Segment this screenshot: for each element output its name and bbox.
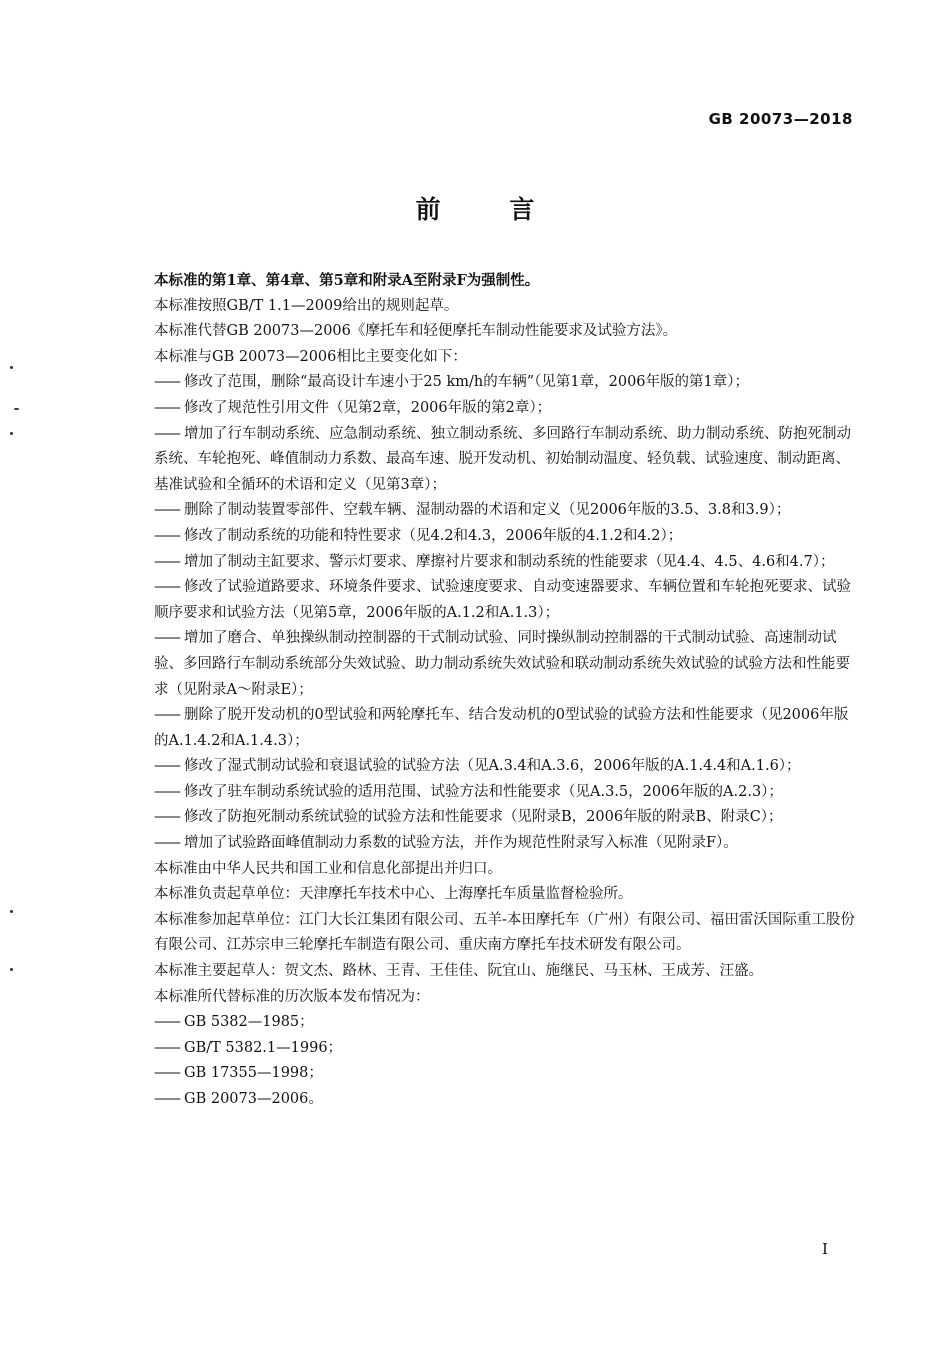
list-item: —— 增加了行车制动系统、应急制动系统、独立制动系统、多回路行车制动系统、助力制动系统、防抱死制动系统、车轮抱死、峰值制动力系数、最高车速、脱开发动机、初始制动温度、轻负载、试验速度、制动距离、基准试验和全循环的术语和定义（见第3章）； <box>124 422 855 499</box>
list-item: —— 增加了磨合、单独操纵制动控制器的干式制动试验、同时操纵制动控制器的干式制动试验、高速制动试验、多回路行车制动系统部分失效试验、助力制动系统失效试验和联动制动系统失效试验的试验方法和性能要求（见附录A～附录E）； <box>124 626 855 703</box>
dash: —— <box>154 425 179 442</box>
list-item: —— 修改了湿式制动试验和衰退试验的试验方法（见A.3.4和A.3.6，2006年版的A.1.4.4和A.1.6）； <box>124 754 855 780</box>
list-item: —— 修改了试验道路要求、环境条件要求、试验速度要求、自动变速器要求、车辆位置和车轮抱死要求、试验顺序要求和试验方法（见第5章，2006年版的A.1.2和A.1.3）； <box>124 575 855 626</box>
foreword-body <box>124 268 855 1113</box>
replacement-note: 本标准代替GB 20073—2006《摩托车和轻便摩托车制动性能要求及试验方法》。 <box>154 323 678 340</box>
lead-drafting-units: 本标准负责起草单位：天津摩托车技术中心、上海摩托车质量监督检验所。 <box>154 886 633 903</box>
changes-intro: 本标准与GB 20073—2006相比主要变化如下： <box>154 348 467 365</box>
scan-speck <box>10 910 13 913</box>
scan-speck <box>10 432 13 435</box>
list-item: —— 修改了规范性引用文件（见第2章，2006年版的第2章）； <box>124 396 855 422</box>
dash: —— <box>154 809 179 826</box>
dash: —— <box>154 1039 179 1056</box>
changes-list <box>124 370 855 856</box>
list-item: —— 修改了制动系统的功能和特性要求（见4.2和4.3，2006年版的4.1.2和4.2）； <box>124 524 855 550</box>
list-item: —— 删除了脱开发动机的0型试验和两轮摩托车、结合发动机的0型试验的试验方法和性能要求（见2006年版的A.1.4.2和A.1.4.3）； <box>124 703 855 754</box>
history-intro: 本标准所代替标准的历次版本发布情况为： <box>154 988 430 1005</box>
standard-code: GB 20073—2018 <box>708 110 853 128</box>
proposer-note: 本标准由中华人民共和国工业和信息化部提出并归口。 <box>154 860 502 877</box>
dash: —— <box>154 630 179 647</box>
list-item: —— 删除了制动装置零部件、空载车辆、湿制动器的术语和定义（见2006年版的3.5、3.8和3.9）； <box>124 498 855 524</box>
dash: —— <box>154 1091 179 1107</box>
dash: —— <box>154 758 179 775</box>
list-item: —— GB 17355—1998； <box>124 1061 855 1087</box>
mandatory-clause: 本标准的第1章、第4章、第5章和附录A至附录F为强制性。 <box>154 272 540 289</box>
scan-speck <box>14 408 19 410</box>
list-item: —— GB 5382—1985； <box>124 1010 855 1036</box>
scan-speck <box>10 366 13 369</box>
dash: —— <box>154 579 179 596</box>
dash: —— <box>154 835 179 852</box>
list-item: —— 增加了试验路面峰值制动力系数的试验方法，并作为规范性附录写入标准（见附录F）。 <box>124 831 855 857</box>
drafting-rules: 本标准按照GB/T 1.1—2009给出的规则起草。 <box>154 297 459 314</box>
dash: —— <box>154 502 179 519</box>
page-title: 前 言 <box>415 195 565 224</box>
list-item: —— 修改了防抱死制动系统试验的试验方法和性能要求（见附录B，2006年版的附录B、附录C）； <box>124 805 855 831</box>
dash: —— <box>154 707 179 724</box>
dash: —— <box>154 399 179 416</box>
page-number: I <box>822 1240 828 1258</box>
dash: —— <box>154 1065 179 1082</box>
history-list <box>124 1010 855 1112</box>
dash: —— <box>154 527 179 544</box>
list-item: —— 增加了制动主缸要求、警示灯要求、摩擦衬片要求和制动系统的性能要求（见4.4、4.5、4.6和4.7）； <box>124 550 855 576</box>
list-item: —— GB 20073—2006。 <box>124 1087 855 1113</box>
list-item: —— 修改了驻车制动系统试验的适用范围、试验方法和性能要求（见A.3.5，2006年版的A.2.3）； <box>124 780 855 806</box>
main-drafters: 本标准主要起草人：贺文杰、路林、王青、王佳佳、阮宜山、施继民、马玉林、王成芳、汪盛。 <box>154 963 763 980</box>
scan-speck <box>10 968 13 971</box>
list-item: —— GB/T 5382.1—1996； <box>124 1036 855 1062</box>
participating-drafting-units: 本标准参加起草单位：江门大长江集团有限公司、五羊-本田摩托车（广州）有限公司、福田雷沃国际重工股份有限公司、江苏宗申三轮摩托车制造有限公司、重庆南方摩托车技术研发有限公司。 <box>154 911 855 954</box>
list-item: —— 修改了范围，删除“最高设计车速小于25 km/h的车辆”（见第1章，2006年版的第1章）； <box>124 370 855 396</box>
dash: —— <box>154 783 179 800</box>
dash: —— <box>154 553 179 570</box>
dash: —— <box>154 1014 179 1031</box>
dash: —— <box>154 374 179 391</box>
